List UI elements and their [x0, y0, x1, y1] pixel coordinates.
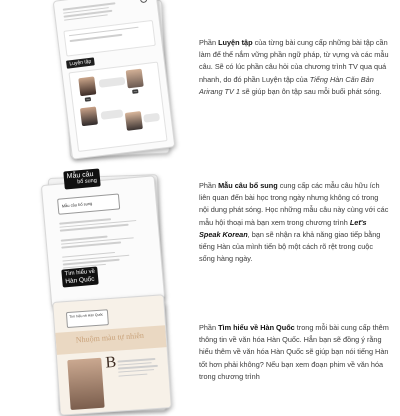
culture-photo [67, 358, 104, 410]
term-korea-culture: Tìm hiểu về Hàn Quốc [218, 323, 295, 332]
extra-sentences-paragraph: Phần Mẫu câu bổ sung cung cấp các mẫu câu hữu ích liên quan đến bài học trong ngày nhưng không có trong nội dung phát sóng. Học những mẫu câu này cùng với các mẫu hội thoại mà bạn xem trong chương trình Let's Speak Korean, bạn sẽ nhận ra khả năng giao tiếp bằng tiếng Hàn của mình tiến bộ một cách rõ rệt trong cuộc sống hàng ngày. [199, 181, 389, 264]
practice-paragraph: Phần Luyện tập của từng bài cung cấp những bài tập cần làm để thể nắm vững phần ngữ pháp, từ vựng và các mẫu câu. Sẽ có lúc phần câu hỏi của chương trình TV qua quá nhanh, do đó phần Luyện tập của Tiếng Hàn Căn Bản Arirang TV 1 sẽ giúp bạn ôn tập sau mỗi buổi phát sóng. [199, 38, 389, 96]
person-photo [80, 106, 98, 126]
korea-culture-page-thumbnail [52, 294, 172, 416]
extra-sentences-label: Mẫu câu bổ sung [63, 168, 100, 189]
term-extra-sentences: Mẫu câu bổ sung [218, 181, 278, 190]
extra-inner-title: Mẫu câu bổ sung [61, 200, 93, 209]
practice-page-thumbnail: Luyện tập — — [53, 0, 176, 160]
person-photo [78, 76, 96, 96]
extra-sentences-page-thumbnail [41, 175, 165, 308]
circle-icon [140, 0, 148, 3]
answer-box [101, 109, 124, 120]
korea-culture-label: Tìm hiểu về Hàn Quốc [61, 266, 99, 287]
answer-box [99, 77, 126, 88]
korea-inner-label: Tìm hiểu về Hàn Quốc [69, 312, 104, 319]
korea-heading: Nhuộm màu tự nhiên [75, 330, 145, 345]
person-photo [125, 111, 143, 131]
practice-tag: Luyện tập [66, 57, 95, 68]
term-practice: Luyện tập [218, 38, 253, 47]
dropcap: B [104, 353, 117, 372]
answer-box [143, 113, 160, 123]
person-photo [126, 69, 144, 89]
korea-culture-paragraph: Phần Tìm hiểu về Hàn Quốc trong mỗi bài cung cấp thêm thông tin về văn hóa Hàn Quốc. Hẳn bạn sẽ đồng ý rằng hiểu thêm về văn hóa Hàn Quốc sẽ giúp bạn nói tiếng Hàn tốt hơn phải không? Nếu bạn xem đoạn phim về văn hóa trong chương trình [199, 323, 389, 381]
